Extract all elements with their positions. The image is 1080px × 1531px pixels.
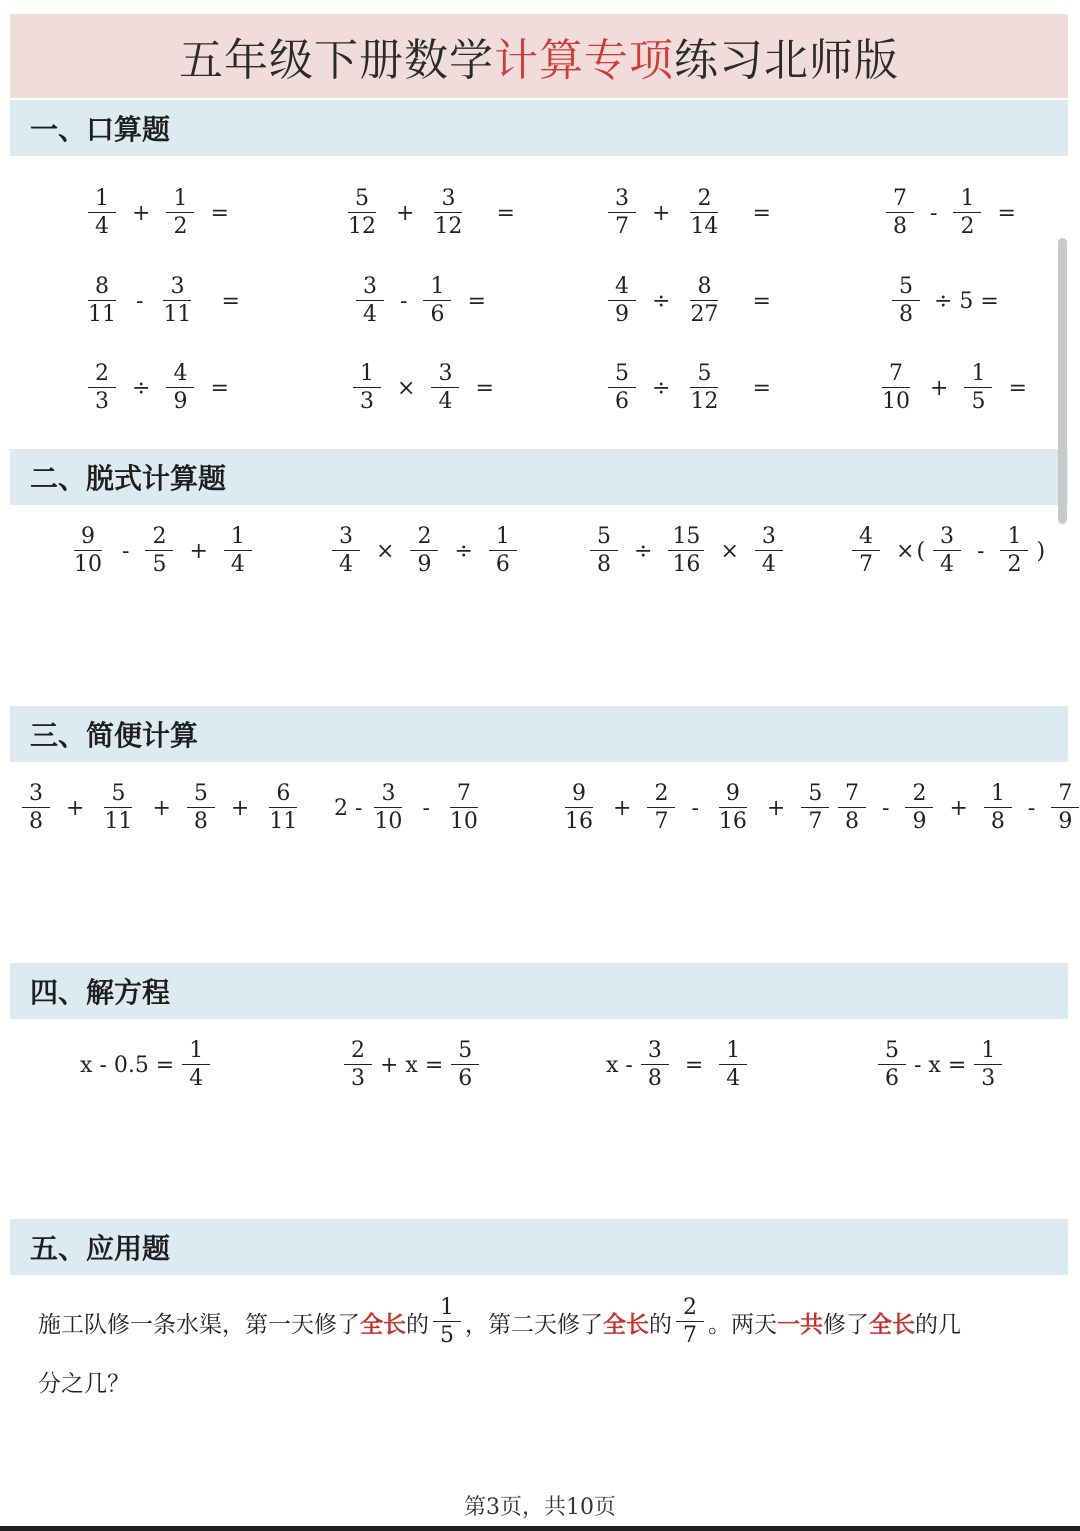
numerator: 2 <box>88 363 116 388</box>
denominator: 8 <box>597 552 611 577</box>
numerator: 3 <box>608 188 636 213</box>
equals-sign: = <box>684 1052 704 1078</box>
numerator: 2 <box>145 526 173 551</box>
denominator: 12 <box>434 214 463 239</box>
section-simple-header: 三、简便计算 <box>10 706 1068 762</box>
equation-q4 <box>870 1033 1010 1097</box>
oral-row-2 <box>0 269 1080 333</box>
equation-left: x - <box>606 1052 633 1078</box>
equals-sign: = <box>752 288 771 314</box>
fraction <box>641 1040 669 1090</box>
denominator: 3 <box>351 1066 365 1091</box>
fraction <box>984 783 1012 833</box>
divide-sign: ÷ <box>454 538 473 564</box>
simple-q4 <box>830 776 1080 840</box>
fraction <box>353 363 381 413</box>
fraction <box>878 363 914 413</box>
numerator: 2 <box>676 1297 704 1322</box>
denominator: 9 <box>417 552 432 577</box>
numerator: 1 <box>719 1040 747 1065</box>
plus-sign: + <box>189 538 208 564</box>
numerator: 1 <box>166 188 194 213</box>
oral-row-1 <box>0 181 1080 245</box>
plus-sign: + <box>949 795 968 821</box>
oral-q2 <box>336 181 523 245</box>
denominator: 4 <box>940 552 955 577</box>
left-paren: ( <box>916 538 926 564</box>
numerator: 9 <box>74 526 102 551</box>
denominator: 6 <box>458 1066 473 1091</box>
simple-row <box>0 776 1080 840</box>
denominator: 5 <box>152 552 167 577</box>
simple-q3 <box>553 776 837 840</box>
fraction <box>878 1040 906 1090</box>
denominator: 11 <box>163 302 192 327</box>
numerator: 2 <box>905 783 933 808</box>
equals-sign: = <box>752 375 771 401</box>
denominator: 12 <box>348 214 376 239</box>
problem-text: 的 <box>649 1311 672 1338</box>
oral-q1 <box>80 181 237 245</box>
numerator: 5 <box>878 1040 906 1065</box>
times-sign: × <box>896 538 915 564</box>
fraction <box>852 526 880 576</box>
fraction <box>187 783 215 833</box>
right-paren: ) <box>1036 538 1046 564</box>
numerator: 6 <box>269 783 297 808</box>
problem-text: 的几 <box>915 1311 961 1338</box>
fraction <box>933 526 961 576</box>
denominator: 7 <box>859 552 873 577</box>
numerator: 4 <box>608 276 636 301</box>
fraction <box>686 188 722 238</box>
numerator: 4 <box>852 526 880 551</box>
denominator: 4 <box>230 552 245 577</box>
numerator: 1 <box>88 188 116 213</box>
numerator: 1 <box>1000 526 1028 551</box>
equation-q2 <box>336 1033 487 1097</box>
fraction <box>905 783 933 833</box>
denominator: 9 <box>615 302 629 327</box>
fraction <box>668 526 704 576</box>
oral-q5 <box>76 269 248 333</box>
fraction <box>70 526 106 576</box>
scrollbar[interactable] <box>1058 238 1067 524</box>
highlight-text: 全长 <box>603 1311 649 1338</box>
minus-sign: - <box>422 795 430 821</box>
equation-q1 <box>80 1033 218 1097</box>
fraction <box>100 783 136 833</box>
plus-sign: + <box>132 200 151 226</box>
denominator: 9 <box>1058 809 1073 834</box>
fraction <box>410 526 438 576</box>
fraction <box>344 188 380 238</box>
equals-sign: = <box>221 288 240 314</box>
denominator: 6 <box>495 552 510 577</box>
equals-sign: = <box>752 200 771 226</box>
denominator: 2 <box>960 214 975 239</box>
fraction <box>886 188 914 238</box>
denominator: 16 <box>718 809 747 834</box>
denominator: 4 <box>95 214 109 239</box>
fraction <box>964 363 992 413</box>
fraction <box>451 1040 479 1090</box>
numerator: 1 <box>423 276 451 301</box>
numerator: 7 <box>838 783 866 808</box>
denominator: 2 <box>1007 552 1022 577</box>
problem-text: 修了 <box>823 1311 869 1338</box>
plus-sign: + <box>613 795 632 821</box>
fraction <box>561 783 597 833</box>
plus-sign: + <box>66 795 85 821</box>
equals-sign: = <box>210 200 229 226</box>
denominator: 8 <box>893 214 907 239</box>
equation-left: x - 0.5 = <box>80 1052 175 1078</box>
highlight-text: 全长 <box>360 1311 406 1338</box>
denominator: 4 <box>339 552 353 577</box>
oral-q9 <box>80 356 237 420</box>
numerator: 4 <box>166 363 194 388</box>
numerator: 3 <box>374 783 402 808</box>
minus-sign: - <box>122 538 130 564</box>
fraction <box>974 1040 1002 1090</box>
numerator: 7 <box>882 363 910 388</box>
oral-q4 <box>878 181 1024 245</box>
fraction <box>166 188 194 238</box>
denominator: 10 <box>74 552 102 577</box>
fraction <box>715 783 751 833</box>
stepwise-q4 <box>844 519 1045 583</box>
highlight-text: 一共 <box>777 1311 823 1338</box>
bottom-divider <box>0 1526 1080 1531</box>
plus-sign: + <box>766 795 786 821</box>
section-stepwise-header: 二、脱式计算题 <box>10 449 1068 505</box>
fraction <box>801 783 829 833</box>
denominator: 10 <box>374 809 403 834</box>
minus-sign: - <box>930 200 938 226</box>
numerator: 1 <box>953 188 981 213</box>
fraction <box>166 363 194 413</box>
denominator: 6 <box>430 302 445 327</box>
denominator: 9 <box>173 389 188 414</box>
numerator: 2 <box>344 1040 372 1065</box>
fraction <box>892 276 920 326</box>
numerator: 3 <box>163 276 191 301</box>
fraction <box>676 1297 704 1347</box>
oral-q6 <box>348 269 494 333</box>
fraction <box>356 276 384 326</box>
fraction <box>608 188 636 238</box>
denominator: 10 <box>882 389 910 414</box>
problem-text: 。两天 <box>708 1311 777 1338</box>
numerator: 2 <box>690 188 718 213</box>
fraction <box>755 526 783 576</box>
denominator: 5 <box>440 1323 454 1348</box>
fraction <box>608 276 636 326</box>
numerator: 8 <box>690 276 718 301</box>
denominator: 14 <box>690 214 719 239</box>
section-application-header: 五、应用题 <box>10 1219 1068 1275</box>
times-sign: × <box>397 375 416 401</box>
plus-sign: + <box>396 200 415 226</box>
oral-q12 <box>870 356 1035 420</box>
fraction <box>430 188 466 238</box>
denominator: 4 <box>726 1066 741 1091</box>
plus-sign: + <box>230 795 250 821</box>
numerator: 1 <box>984 783 1012 808</box>
fraction <box>1000 526 1028 576</box>
denominator: 6 <box>885 1066 899 1091</box>
times-sign: × <box>376 538 395 564</box>
oral-row-3 <box>0 356 1080 420</box>
minus-sign: - <box>1027 795 1036 821</box>
stepwise-q1 <box>62 519 260 583</box>
oral-q3 <box>600 181 779 245</box>
fraction <box>489 526 517 576</box>
denominator: 7 <box>683 1323 697 1348</box>
equals-sign: = <box>210 375 229 401</box>
oral-q11 <box>600 356 779 420</box>
fraction <box>1051 783 1079 833</box>
page-title <box>10 14 1068 98</box>
denominator: 8 <box>647 1066 662 1091</box>
fraction <box>84 276 120 326</box>
application-problem <box>38 1292 1048 1406</box>
title-highlight: 计算专项 <box>494 35 674 86</box>
numerator: 1 <box>433 1297 461 1322</box>
fraction <box>431 363 459 413</box>
application-line-2: 分之几？ <box>38 1370 130 1397</box>
equation-mid: + x = <box>380 1052 444 1078</box>
denominator: 3 <box>981 1066 996 1091</box>
denominator: 8 <box>990 809 1005 834</box>
numerator: 1 <box>353 363 381 388</box>
fraction <box>159 276 195 326</box>
numerator: 7 <box>886 188 914 213</box>
denominator: 11 <box>269 809 298 834</box>
numerator: 7 <box>1051 783 1079 808</box>
denominator: 4 <box>761 552 776 577</box>
fraction <box>433 1297 461 1347</box>
page-number: 第3页，共10页 <box>464 1495 616 1520</box>
denominator: 3 <box>95 389 109 414</box>
fraction <box>446 783 482 833</box>
denominator: 8 <box>899 302 913 327</box>
fraction <box>224 526 252 576</box>
fraction <box>953 188 981 238</box>
denominator: 7 <box>808 809 823 834</box>
title-part2: 练习北师版 <box>674 35 899 86</box>
numerator: 1 <box>964 363 992 388</box>
problem-text: ，第二天修了 <box>465 1311 603 1338</box>
numerator: 3 <box>356 276 384 301</box>
simple-q2 <box>334 776 490 840</box>
plus-sign: + <box>930 375 949 401</box>
equals-sign: = <box>997 200 1016 226</box>
denominator: 11 <box>88 302 116 327</box>
equals-sign: = <box>467 288 486 314</box>
numerator: 8 <box>88 276 116 301</box>
denominator: 8 <box>193 809 208 834</box>
denominator: 8 <box>845 809 859 834</box>
numerator: 5 <box>608 363 636 388</box>
denominator: 9 <box>912 809 927 834</box>
denominator: 27 <box>690 302 719 327</box>
minus-sign: - <box>882 795 890 821</box>
divide-sign: ÷ <box>634 538 653 564</box>
denominator: 4 <box>189 1066 204 1091</box>
numerator: 3 <box>431 363 459 388</box>
numerator: 3 <box>434 188 462 213</box>
denominator: 8 <box>29 809 43 834</box>
fraction <box>265 783 301 833</box>
equals-sign: = <box>475 375 494 401</box>
numerator: 5 <box>187 783 215 808</box>
equation-row <box>0 1033 1080 1097</box>
numerator: 2 <box>647 783 675 808</box>
denominator: 6 <box>615 389 629 414</box>
denominator: 12 <box>690 389 719 414</box>
numerator: 5 <box>348 188 376 213</box>
fraction <box>182 1040 210 1090</box>
numerator: 3 <box>755 526 783 551</box>
numerator: 5 <box>801 783 829 808</box>
numerator: 1 <box>182 1040 210 1065</box>
denominator: 4 <box>438 389 453 414</box>
fraction <box>145 526 173 576</box>
title-part1: 五年级下册数学 <box>179 35 494 86</box>
fraction <box>332 526 360 576</box>
numerator: 1 <box>489 526 517 551</box>
numerator: 2 <box>410 526 438 551</box>
equation-q3 <box>606 1033 755 1097</box>
numerator: 5 <box>892 276 920 301</box>
fraction <box>370 783 406 833</box>
denominator: 7 <box>615 214 629 239</box>
numerator: 3 <box>933 526 961 551</box>
application-line-1 <box>38 1292 1048 1352</box>
fraction <box>608 363 636 413</box>
oral-q7 <box>600 269 779 333</box>
numerator: 1 <box>974 1040 1002 1065</box>
minus-sign: - <box>400 288 408 314</box>
oral-q10 <box>345 356 502 420</box>
problem-text: 的 <box>406 1311 429 1338</box>
equals-sign: = <box>496 200 515 226</box>
two-minus: 2 - <box>334 795 363 821</box>
stepwise-row <box>0 519 1080 583</box>
denominator: 16 <box>672 552 701 577</box>
denominator: 3 <box>360 389 374 414</box>
stepwise-q3 <box>582 519 791 583</box>
fraction <box>88 188 116 238</box>
numerator: 3 <box>641 1040 669 1065</box>
numerator: 15 <box>668 526 704 551</box>
denominator: 2 <box>173 214 188 239</box>
fraction <box>590 526 618 576</box>
divide-sign: ÷ <box>652 375 671 401</box>
denominator: 4 <box>363 302 377 327</box>
equals-sign: = <box>1008 375 1027 401</box>
fraction <box>647 783 675 833</box>
numerator: 7 <box>450 783 478 808</box>
section-oral-header: 一、口算题 <box>10 100 1068 156</box>
divide-sign: ÷ <box>652 288 671 314</box>
problem-text: 施工队修一条水渠，第一天修了 <box>38 1311 360 1338</box>
fraction <box>686 276 722 326</box>
numerator: 3 <box>332 526 360 551</box>
numerator: 5 <box>590 526 618 551</box>
numerator: 3 <box>22 783 50 808</box>
numerator: 9 <box>565 783 593 808</box>
numerator: 5 <box>451 1040 479 1065</box>
fraction <box>88 363 116 413</box>
divide-sign: ÷ <box>132 375 151 401</box>
minus-sign: - <box>691 795 699 821</box>
denominator: 11 <box>104 809 133 834</box>
denominator: 10 <box>449 809 478 834</box>
numerator: 5 <box>690 363 718 388</box>
stepwise-q2 <box>324 519 525 583</box>
denominator: 5 <box>971 389 986 414</box>
minus-sign: - <box>977 538 985 564</box>
divide-by-five: ÷ 5 = <box>934 288 999 314</box>
highlight-text: 全长 <box>869 1311 915 1338</box>
simple-q1 <box>14 776 309 840</box>
denominator: 16 <box>565 809 593 834</box>
plus-sign: + <box>152 795 171 821</box>
oral-q8 <box>884 269 999 333</box>
fraction <box>22 783 50 833</box>
denominator: 7 <box>654 809 669 834</box>
section-equation-header: 四、解方程 <box>10 963 1068 1019</box>
fraction <box>423 276 451 326</box>
fraction <box>838 783 866 833</box>
minus-sign: - <box>136 288 144 314</box>
numerator: 9 <box>719 783 747 808</box>
fraction <box>719 1040 747 1090</box>
numerator: 5 <box>104 783 132 808</box>
plus-sign: + <box>652 200 671 226</box>
numerator: 1 <box>224 526 252 551</box>
times-sign: × <box>720 538 739 564</box>
equation-mid: - x = <box>914 1052 967 1078</box>
fraction <box>686 363 722 413</box>
fraction <box>344 1040 372 1090</box>
